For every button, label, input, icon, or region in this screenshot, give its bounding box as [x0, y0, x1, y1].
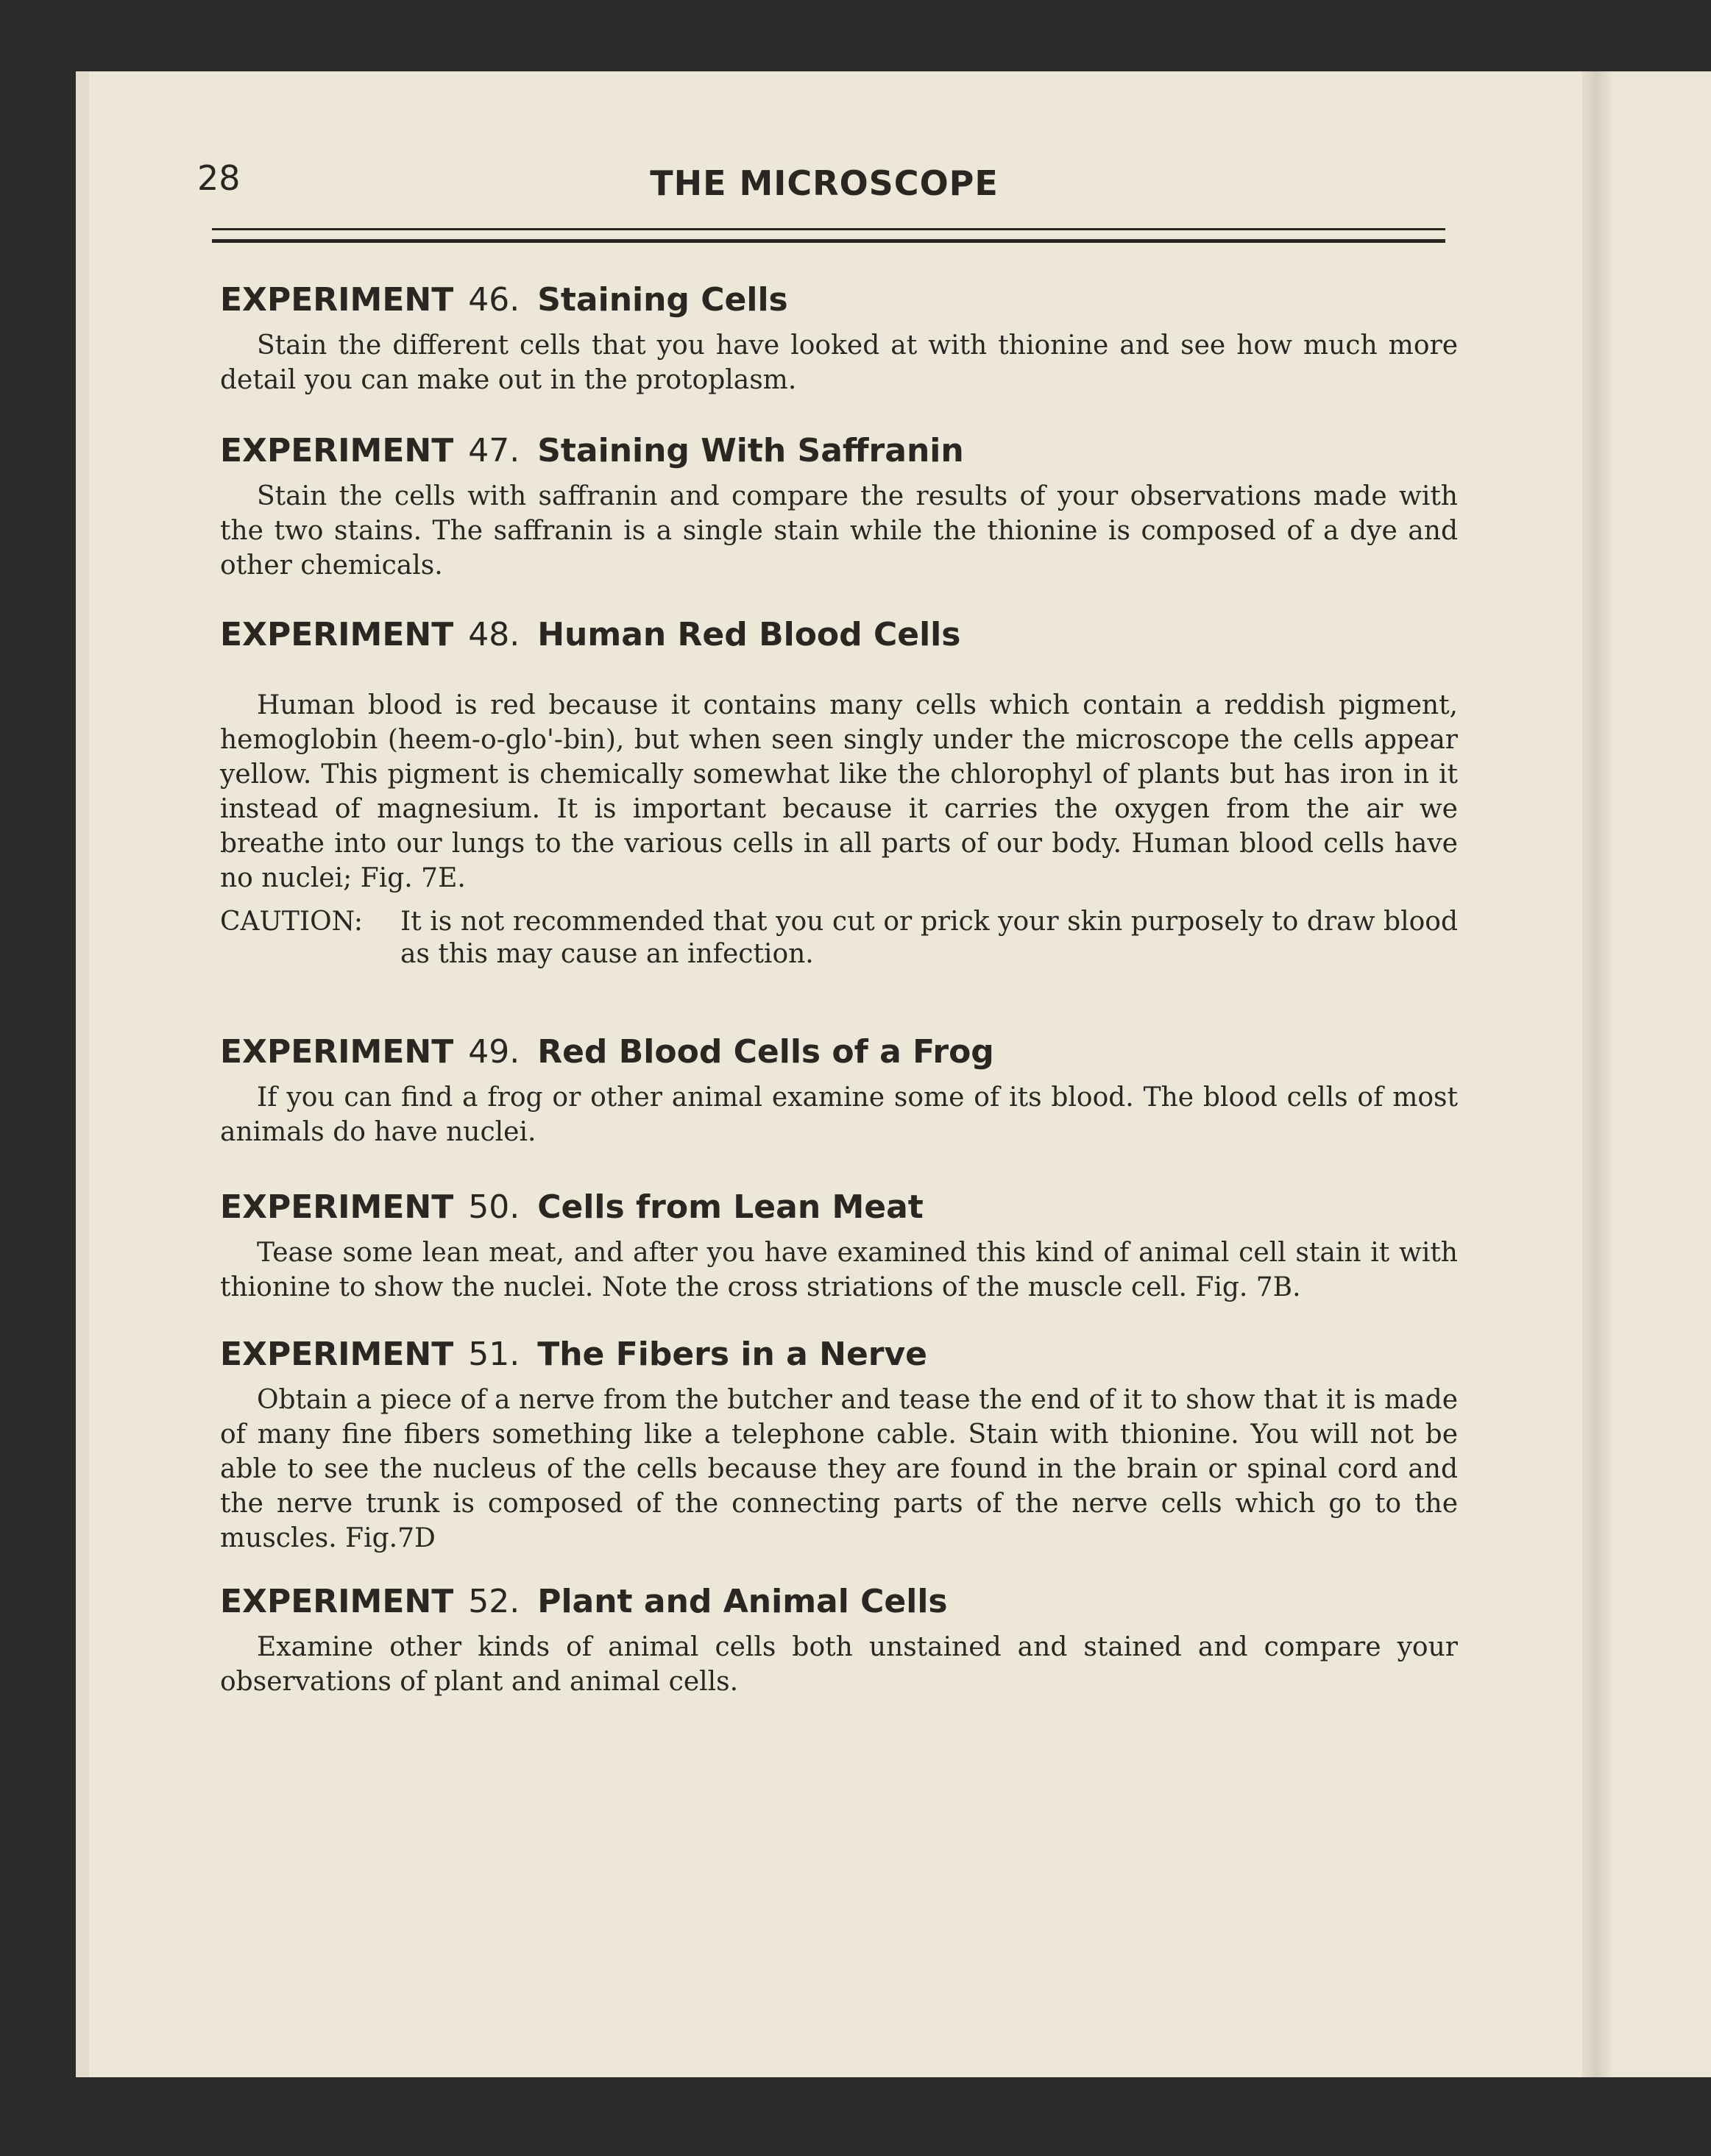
heading-label: EXPERIMENT [220, 1033, 454, 1071]
heading-number: 47. [468, 432, 520, 469]
header-rule-bottom [212, 239, 1445, 243]
experiment-body: Human blood is red because it contains many cells which contain a reddish pigment, hemoglobin (heem-o-glo'-bin), but when seen singly under the microscope the cells appear yellow. This pigment is chemically somewhat like the chlorophyl of plants but has iron in it instead of magnesium. It is important because it carries the oxygen from the air we breathe into our lungs to the various cells in all parts of our body. Human blood cells have no nuclei; Fig. 7E. [220, 690, 1458, 893]
experiment-49 [220, 1032, 1458, 1149]
heading-label: EXPERIMENT [220, 616, 454, 653]
experiment-heading [220, 1187, 1458, 1228]
experiment-51 [220, 1334, 1458, 1556]
caution-note [220, 906, 1458, 971]
experiment-47 [220, 430, 1458, 583]
heading-label: EXPERIMENT [220, 1336, 454, 1373]
heading-number: 51. [468, 1336, 520, 1373]
heading-number: 48. [468, 616, 520, 653]
experiment-46 [220, 280, 1458, 397]
heading-label: EXPERIMENT [220, 1188, 454, 1226]
heading-number: 49. [468, 1033, 520, 1071]
heading-title: Cells from Lean Meat [537, 1188, 924, 1226]
experiment-body: If you can find a frog or other animal examine some of its blood. The blood cells of most animals do have nuclei. [220, 1082, 1458, 1147]
heading-number: 52. [468, 1583, 520, 1620]
heading-label: EXPERIMENT [220, 281, 454, 319]
facing-page [1612, 71, 1711, 2077]
page-edge [76, 71, 89, 2077]
heading-number: 46. [468, 281, 520, 319]
heading-title: Red Blood Cells of a Frog [537, 1033, 994, 1071]
experiment-heading [220, 430, 1458, 472]
header-rule-top [212, 228, 1445, 230]
experiment-body: Stain the different cells that you have looked at with thionine and see how much more detail you can make out in the protoplasm. [220, 330, 1458, 395]
experiment-body: Tease some lean meat, and after you have examined this kind of animal cell stain it with thionine to show the nuclei. Note the cross striations of the muscle cell. Fig. 7B. [220, 1238, 1458, 1302]
book-gutter [1582, 71, 1612, 2077]
experiment-52 [220, 1581, 1458, 1699]
running-head: THE MICROSCOPE [650, 163, 999, 203]
experiment-body: Stain the cells with saffranin and compare the results of your observations made with the two stains. The saffranin is a single stain while the thionine is composed of a dye and other chemicals. [220, 481, 1458, 581]
heading-title: Staining Cells [537, 281, 788, 319]
heading-label: EXPERIMENT [220, 432, 454, 469]
experiment-heading [220, 1334, 1458, 1375]
heading-title: Human Red Blood Cells [537, 616, 961, 653]
experiment-heading [220, 1581, 1458, 1623]
experiment-heading [220, 614, 1458, 656]
caution-text: It is not recommended that you cut or prick your skin purposely to draw blood as this may cause an infection. [400, 907, 1458, 969]
caution-label: CAUTION: [220, 907, 363, 937]
heading-label: EXPERIMENT [220, 1583, 454, 1620]
heading-number: 50. [468, 1188, 520, 1226]
experiment-50 [220, 1187, 1458, 1305]
experiment-body: Obtain a piece of a nerve from the butcher and tease the end of it to show that it is made of many fine fibers something like a telephone cable. Stain with thionine. You will not be able to see the nucleus of the cells because they are found in the brain or spinal cord and the nerve trunk is composed of the connecting parts of the nerve cells which go to the muscles. Fig.7D [220, 1385, 1458, 1553]
heading-title: The Fibers in a Nerve [537, 1336, 928, 1373]
page-number: 28 [197, 158, 241, 198]
heading-title: Plant and Animal Cells [537, 1583, 948, 1620]
heading-title: Staining With Saffranin [537, 432, 964, 469]
experiment-heading [220, 1032, 1458, 1073]
experiment-heading [220, 280, 1458, 321]
experiment-48 [220, 614, 1458, 971]
experiment-body: Examine other kinds of animal cells both unstained and stained and compare your observations of plant and animal cells. [220, 1632, 1458, 1697]
